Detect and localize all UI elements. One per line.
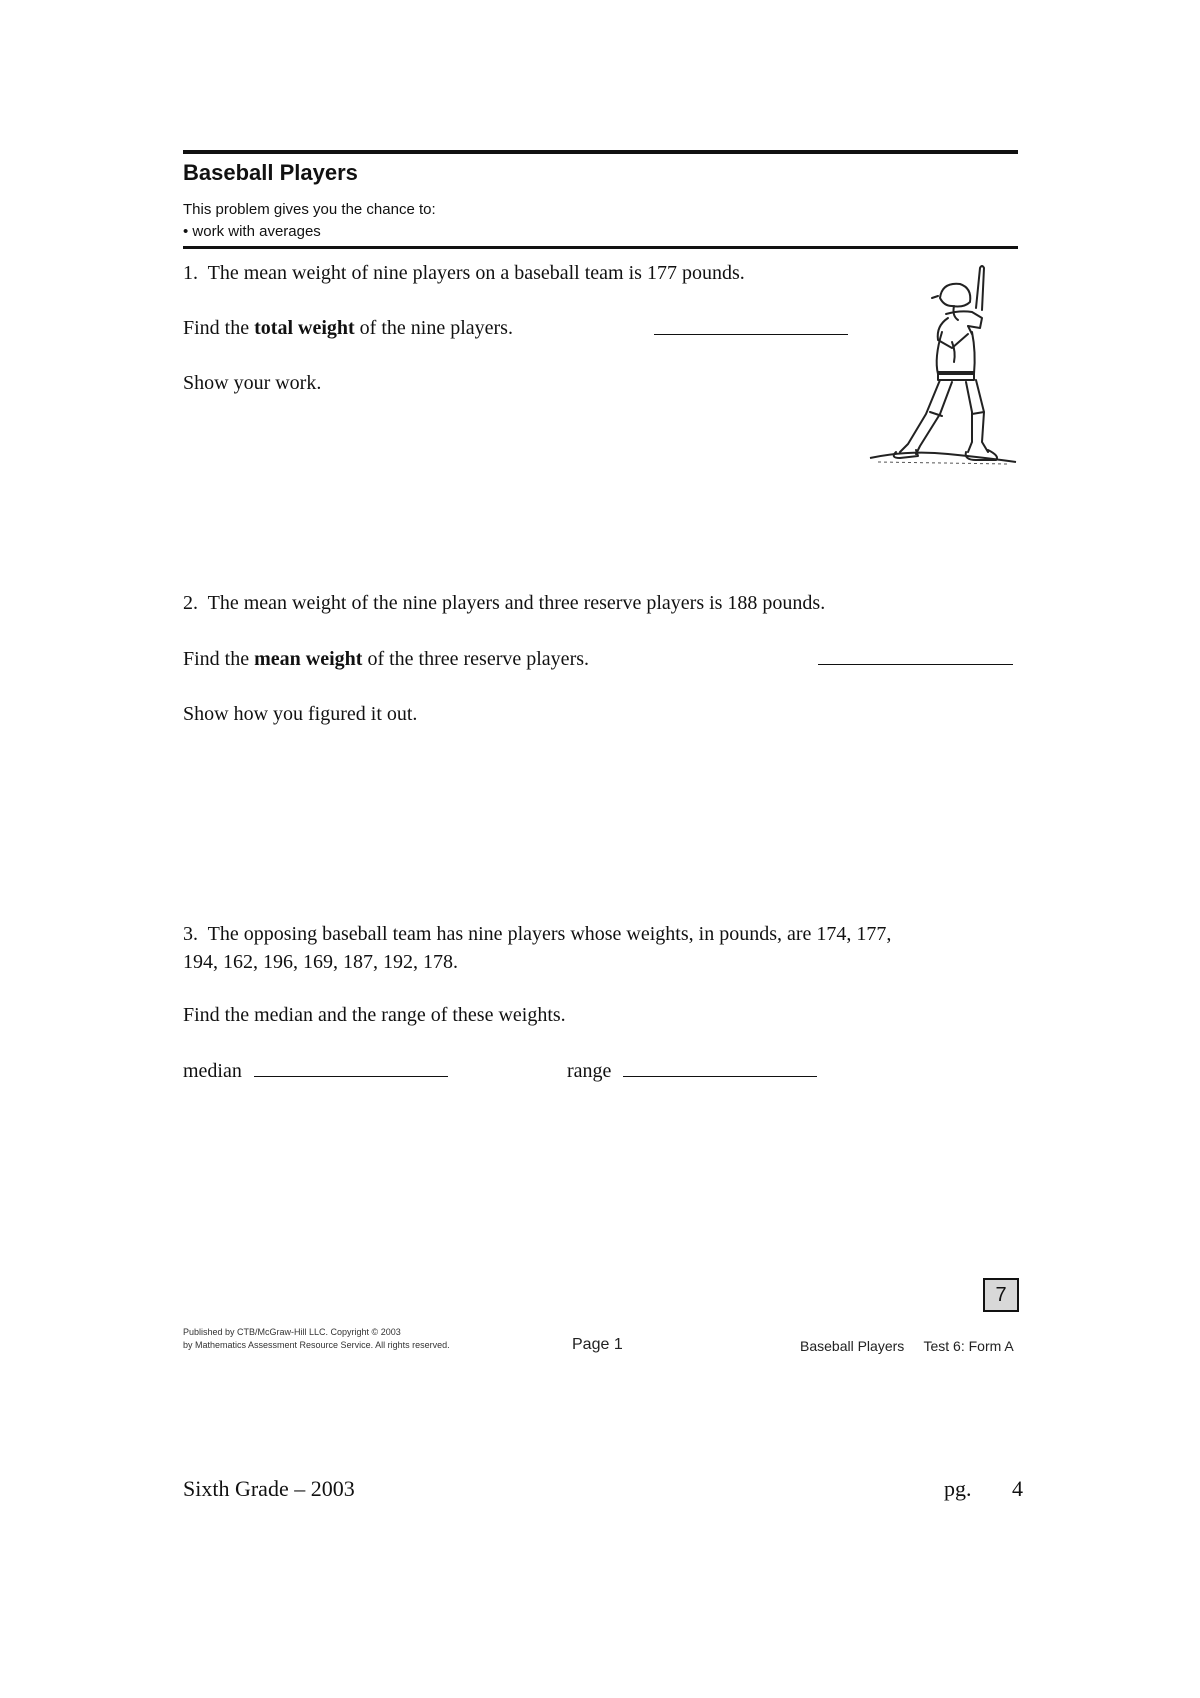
q2-text: The mean weight of the nine players and three reserve players is 188 pounds.: [207, 592, 826, 614]
range-answer-line[interactable]: [623, 1076, 817, 1077]
q1-answer-line[interactable]: [654, 334, 848, 335]
footer-task-info: [800, 1338, 1014, 1354]
footer-test-form: Test 6: Form A: [923, 1338, 1014, 1354]
publisher-line-2: by Mathematics Assessment Resource Service. All rights reserved.: [183, 1340, 450, 1350]
q2-answer-line[interactable]: [818, 664, 1013, 665]
q1-find: [183, 314, 513, 342]
q3-text-line-1: The opposing baseball team has nine players whose weights, in pounds, are 174, 177,: [207, 923, 892, 945]
q1-show-work: Show your work.: [183, 372, 322, 394]
q2-number: 2.: [183, 592, 198, 614]
q2-find-prefix: Find the: [183, 648, 255, 670]
range-label: range: [567, 1060, 612, 1082]
q1-find-suffix: of the nine players.: [354, 317, 513, 339]
pg-number: 4: [1012, 1476, 1023, 1501]
median-label: median: [183, 1060, 242, 1082]
q1-number: 1.: [183, 262, 198, 284]
q3-find: Find the median and the range of these weights.: [183, 1004, 566, 1026]
q1-statement: [183, 259, 745, 287]
q1-find-bold: total weight: [254, 317, 355, 339]
pg-label: pg.: [944, 1476, 972, 1501]
q1-find-prefix: Find the: [183, 317, 255, 339]
publisher-note: [183, 1326, 450, 1352]
task-title: Baseball Players: [183, 160, 358, 185]
intro-line-1: This problem gives you the chance to:: [183, 201, 436, 218]
task-intro: [183, 199, 436, 243]
q3-line-1: [183, 920, 891, 948]
q2-show-work: Show how you figured it out.: [183, 703, 418, 725]
q2-statement: [183, 589, 825, 617]
footer-page-number: Page 1: [572, 1336, 623, 1353]
q2-find-bold: mean weight: [254, 648, 363, 670]
publisher-line-1: Published by CTB/McGraw-Hill LLC. Copyright © 2003: [183, 1327, 401, 1337]
q3-number: 3.: [183, 923, 198, 945]
q2-find: [183, 645, 589, 673]
q2-find-suffix: of the three reserve players.: [362, 648, 590, 670]
footer-task-name: Baseball Players: [800, 1338, 905, 1354]
q3-statement: [183, 920, 891, 976]
median-answer-line[interactable]: [254, 1076, 448, 1077]
q1-text: The mean weight of nine players on a baseball team is 177 pounds.: [207, 262, 745, 284]
grade-year: Sixth Grade – 2003: [183, 1476, 355, 1501]
baseball-batter-icon: [868, 262, 1018, 472]
intro-line-2: • work with averages: [183, 223, 321, 240]
score-box: 7: [983, 1278, 1019, 1312]
header-rule: [183, 246, 1018, 249]
q3-text-line-2: 194, 162, 196, 169, 187, 192, 178.: [183, 951, 458, 973]
top-rule: [183, 150, 1018, 154]
